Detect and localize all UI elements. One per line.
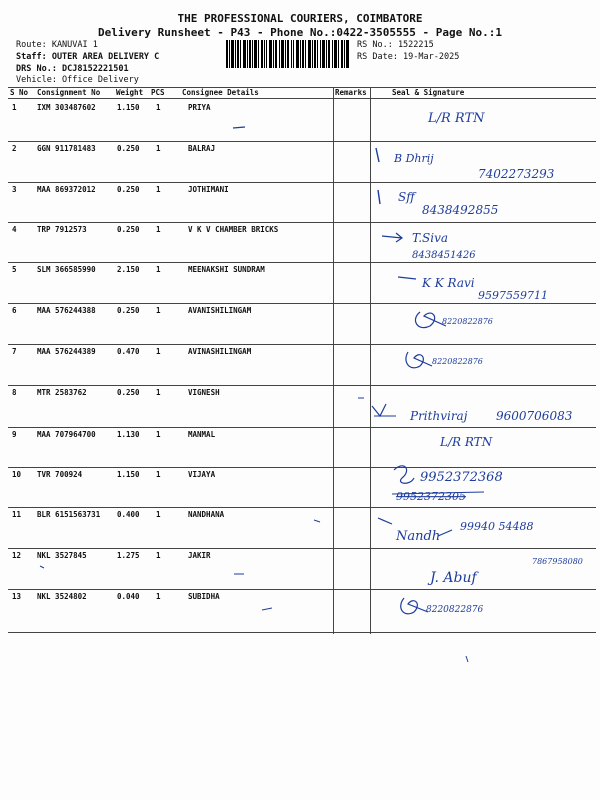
cell-sno: 4 <box>12 225 17 234</box>
cell-sno: 13 <box>12 592 22 601</box>
cell-pcs: 1 <box>156 185 161 194</box>
hw-row1: L/R RTN <box>428 111 485 126</box>
rs-number: RS No.: 1522215 <box>357 40 434 50</box>
cell-sno: 12 <box>12 551 22 560</box>
rs-date: RS Date: 19-Mar-2025 <box>357 52 460 62</box>
cell-pcs: 1 <box>156 265 161 274</box>
tick-mark <box>378 190 380 204</box>
col-sno: S No <box>10 88 29 97</box>
dash-mark <box>378 518 392 524</box>
cell-consignment: NKL 3524802 <box>37 592 87 601</box>
dash-mark <box>398 277 416 279</box>
cell-weight: 1.130 <box>117 430 140 439</box>
hw-row6: 8220822876 <box>442 317 493 326</box>
cell-consignment: IXM 303487602 <box>37 103 96 112</box>
cell-sno: 6 <box>12 306 17 315</box>
cell-consignment: SLM 366585990 <box>37 265 96 274</box>
route-label: Route: KANUVAI 1 <box>16 40 98 50</box>
cell-consignee: SUBIDHA <box>188 592 220 601</box>
hw-row2: 7402273293 <box>478 167 555 181</box>
col-pcs: PCS <box>151 88 165 97</box>
cell-consignee: JAKIR <box>188 551 211 560</box>
cell-weight: 0.470 <box>117 347 140 356</box>
cell-consignee: MEENAKSHI SUNDRAM <box>188 265 265 274</box>
cell-consignment: MTR 2583762 <box>37 388 87 397</box>
cell-weight: 0.400 <box>117 510 140 519</box>
dash-mark <box>262 608 272 610</box>
col-remarks: Remarks <box>335 88 367 97</box>
col-signature: Seal & Signature <box>392 88 465 97</box>
cell-pcs: 1 <box>156 144 161 153</box>
cell-sno: 2 <box>12 144 17 153</box>
drs-number: DRS No.: DCJ8152221501 <box>16 64 129 74</box>
cell-weight: 0.250 <box>117 185 140 194</box>
cell-consignment: TVR 700924 <box>37 470 83 479</box>
cell-consignment: MAA 707964700 <box>37 430 96 439</box>
cell-pcs: 1 <box>156 592 161 601</box>
hw-sign2: B Dhrij <box>394 152 434 165</box>
cell-weight: 0.040 <box>117 592 140 601</box>
hw-row3: 8438492855 <box>422 203 499 217</box>
cell-consignment: BLR 6151563731 <box>37 510 101 519</box>
cell-weight: 2.150 <box>117 265 140 274</box>
cell-sno: 3 <box>12 185 17 194</box>
cell-consignment: NKL 3527845 <box>37 551 87 560</box>
cell-consignment: MAA 576244389 <box>37 347 96 356</box>
cell-weight: 0.250 <box>117 144 140 153</box>
cell-consignee: VIGNESH <box>188 388 220 397</box>
cell-pcs: 1 <box>156 306 161 315</box>
runsheet-subtitle: Delivery Runsheet - P43 - Phone No.:0422-3505555 - Page No.:1 <box>98 26 502 39</box>
check-mark <box>372 404 386 416</box>
cell-weight: 1.150 <box>117 103 140 112</box>
scribble-sign <box>401 598 428 614</box>
cell-pcs: 1 <box>156 347 161 356</box>
cell-consignee: AVANISHILINGAM <box>188 306 252 315</box>
hw-sign3: Sff <box>398 190 415 204</box>
cell-consignee: V K V CHAMBER BRICKS <box>188 225 279 234</box>
tick-mark <box>376 148 379 162</box>
hw-row10-struck: 9952372305 <box>396 490 466 503</box>
cell-consignee: BALRAJ <box>188 144 216 153</box>
cell-sno: 7 <box>12 347 17 356</box>
cell-weight: 0.250 <box>117 306 140 315</box>
hw-row11: 99940 54488 <box>460 520 534 533</box>
cell-weight: 0.250 <box>117 388 140 397</box>
cell-pcs: 1 <box>156 225 161 234</box>
cell-pcs: 1 <box>156 103 161 112</box>
hw-row10: 9952372368 <box>420 470 503 485</box>
cell-sno: 11 <box>12 510 22 519</box>
scribble-sign <box>394 466 414 483</box>
hw-sign11: Nandh <box>396 529 441 544</box>
cell-consignee: JOTHIMANI <box>188 185 229 194</box>
cell-consignment: MAA 869372012 <box>37 185 96 194</box>
cell-pcs: 1 <box>156 388 161 397</box>
hw-row12: 7867958080 <box>532 557 583 566</box>
dash-mark <box>40 566 44 568</box>
hw-row4-name: T.Siva <box>412 231 449 245</box>
staff-label: Staff: OUTER AREA DELIVERY C <box>16 52 160 62</box>
col-consignee: Consignee Details <box>182 88 259 97</box>
cell-sno: 1 <box>12 103 17 112</box>
cell-consignee: PRIYA <box>188 103 211 112</box>
dash-mark <box>314 520 320 522</box>
cell-consignee: MANMAL <box>188 430 216 439</box>
hw-row9: L/R RTN <box>440 435 493 449</box>
hw-row13: 8220822876 <box>426 605 484 615</box>
cell-sno: 9 <box>12 430 17 439</box>
hw-sign12: J. Abuf <box>430 570 477 586</box>
cell-sno: 8 <box>12 388 17 397</box>
cell-consignment: TRP 7912573 <box>37 225 87 234</box>
cell-consignee: VIJAYA <box>188 470 216 479</box>
cell-weight: 1.150 <box>117 470 140 479</box>
cell-pcs: 1 <box>156 430 161 439</box>
dash-mark <box>466 656 468 662</box>
arrow-mark <box>382 233 402 242</box>
hw-row8-name: Prithviraj <box>410 409 468 423</box>
company-title: THE PROFESSIONAL COURIERS, COIMBATORE <box>177 12 423 25</box>
cell-consignment: GGN 911781483 <box>37 144 96 153</box>
scribble-sign <box>406 352 432 368</box>
cell-sno: 5 <box>12 265 17 274</box>
cell-consignee: AVINASHILINGAM <box>188 347 252 356</box>
cell-pcs: 1 <box>156 470 161 479</box>
hw-row7: 8220822876 <box>432 357 483 366</box>
cell-weight: 1.275 <box>117 551 140 560</box>
col-consignment: Consignment No <box>37 88 101 97</box>
col-weight: Weight <box>116 88 144 97</box>
cell-consignee: NANDHANA <box>188 510 225 519</box>
hw-row4-phone: 8438451426 <box>412 250 476 261</box>
cell-sno: 10 <box>12 470 22 479</box>
hw-row5-name: K K Ravi <box>422 276 475 290</box>
dash-mark <box>233 127 245 128</box>
cell-consignment: MAA 576244388 <box>37 306 96 315</box>
vehicle-label: Vehicle: Office Delivery <box>16 75 139 85</box>
cell-pcs: 1 <box>156 510 161 519</box>
cell-pcs: 1 <box>156 551 161 560</box>
cell-weight: 0.250 <box>117 225 140 234</box>
hw-row5-phone: 9597559711 <box>478 289 548 302</box>
hw-row8-phone: 9600706083 <box>496 409 573 423</box>
